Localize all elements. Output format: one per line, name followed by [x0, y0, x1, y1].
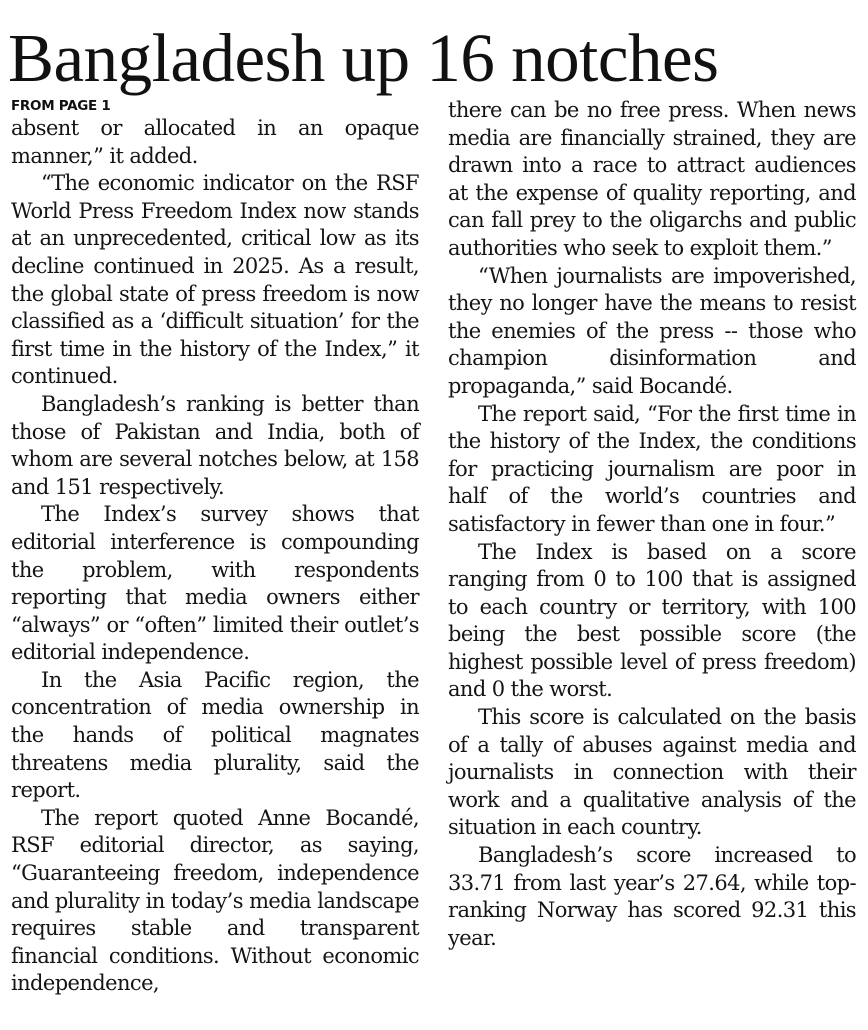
paragraph: absent or allocated in an opaque manner,” it added. — [11, 116, 419, 168]
kicker: FROM PAGE 1 — [11, 98, 111, 114]
paragraph: Bangladesh’s ranking is better than those of Pakistan and India, both of whom are several notches below, at 158 and 151 respectively. — [11, 391, 419, 499]
headline: Bangladesh up 16 notches — [8, 20, 719, 96]
paragraph: In the Asia Pacific region, the concentration of media ownership in the hands of political magnates threatens media plurality, said the report. — [11, 667, 419, 803]
paragraph: The Index is based on a score ranging from 0 to 100 that is assigned to each country or territory, with 100 being the best possible score (the highest possible level of press freedom) and 0 the worst. — [448, 539, 856, 702]
right-column — [448, 97, 856, 952]
left-column — [11, 97, 419, 998]
paragraph: The Index’s survey shows that editorial interference is compounding the problem, with respondents reporting that media owners either “always” or “often” limited their outlet’s editorial independence. — [11, 502, 419, 665]
paragraph: Bangladesh’s score increased to 33.71 from last year’s 27.64, while top-ranking Norway has scored 92.31 this year. — [448, 843, 856, 950]
paragraph: “When journalists are impoverished, they no longer have the means to resist the enemies of the press -- those who champion disinformation and propaganda,” said Bocandé. — [448, 263, 856, 398]
paragraph: The report quoted Anne Bocandé, RSF editorial director, as saying, “Guaranteeing freedom, independence and plurality in today’s media landscape requires stable and transparent financial conditions. Without economic independence, — [11, 805, 419, 996]
paragraph: The report said, “For the first time in the history of the Index, the conditions for practicing journalism are poor in half of the world’s countries and satisfactory in fewer than one in four.” — [448, 401, 856, 536]
paragraph: “The economic indicator on the RSF World Press Freedom Index now stands at an unprecedented, critical low as its decline continued in 2025. As a result, the global state of press freedom is now classified as a ‘difficult situation’ for the first time in the history of the Index,” it continued. — [11, 171, 419, 389]
paragraph: there can be no free press. When news media are financially strained, they are drawn into a race to attract audiences at the expense of quality reporting, and can fall prey to the oligarchs and public authorities who seek to exploit them.” — [448, 98, 856, 260]
paragraph: This score is calculated on the basis of a tally of abuses against media and journalists in connection with their work and a qualitative analysis of the situation in each country. — [448, 705, 856, 840]
